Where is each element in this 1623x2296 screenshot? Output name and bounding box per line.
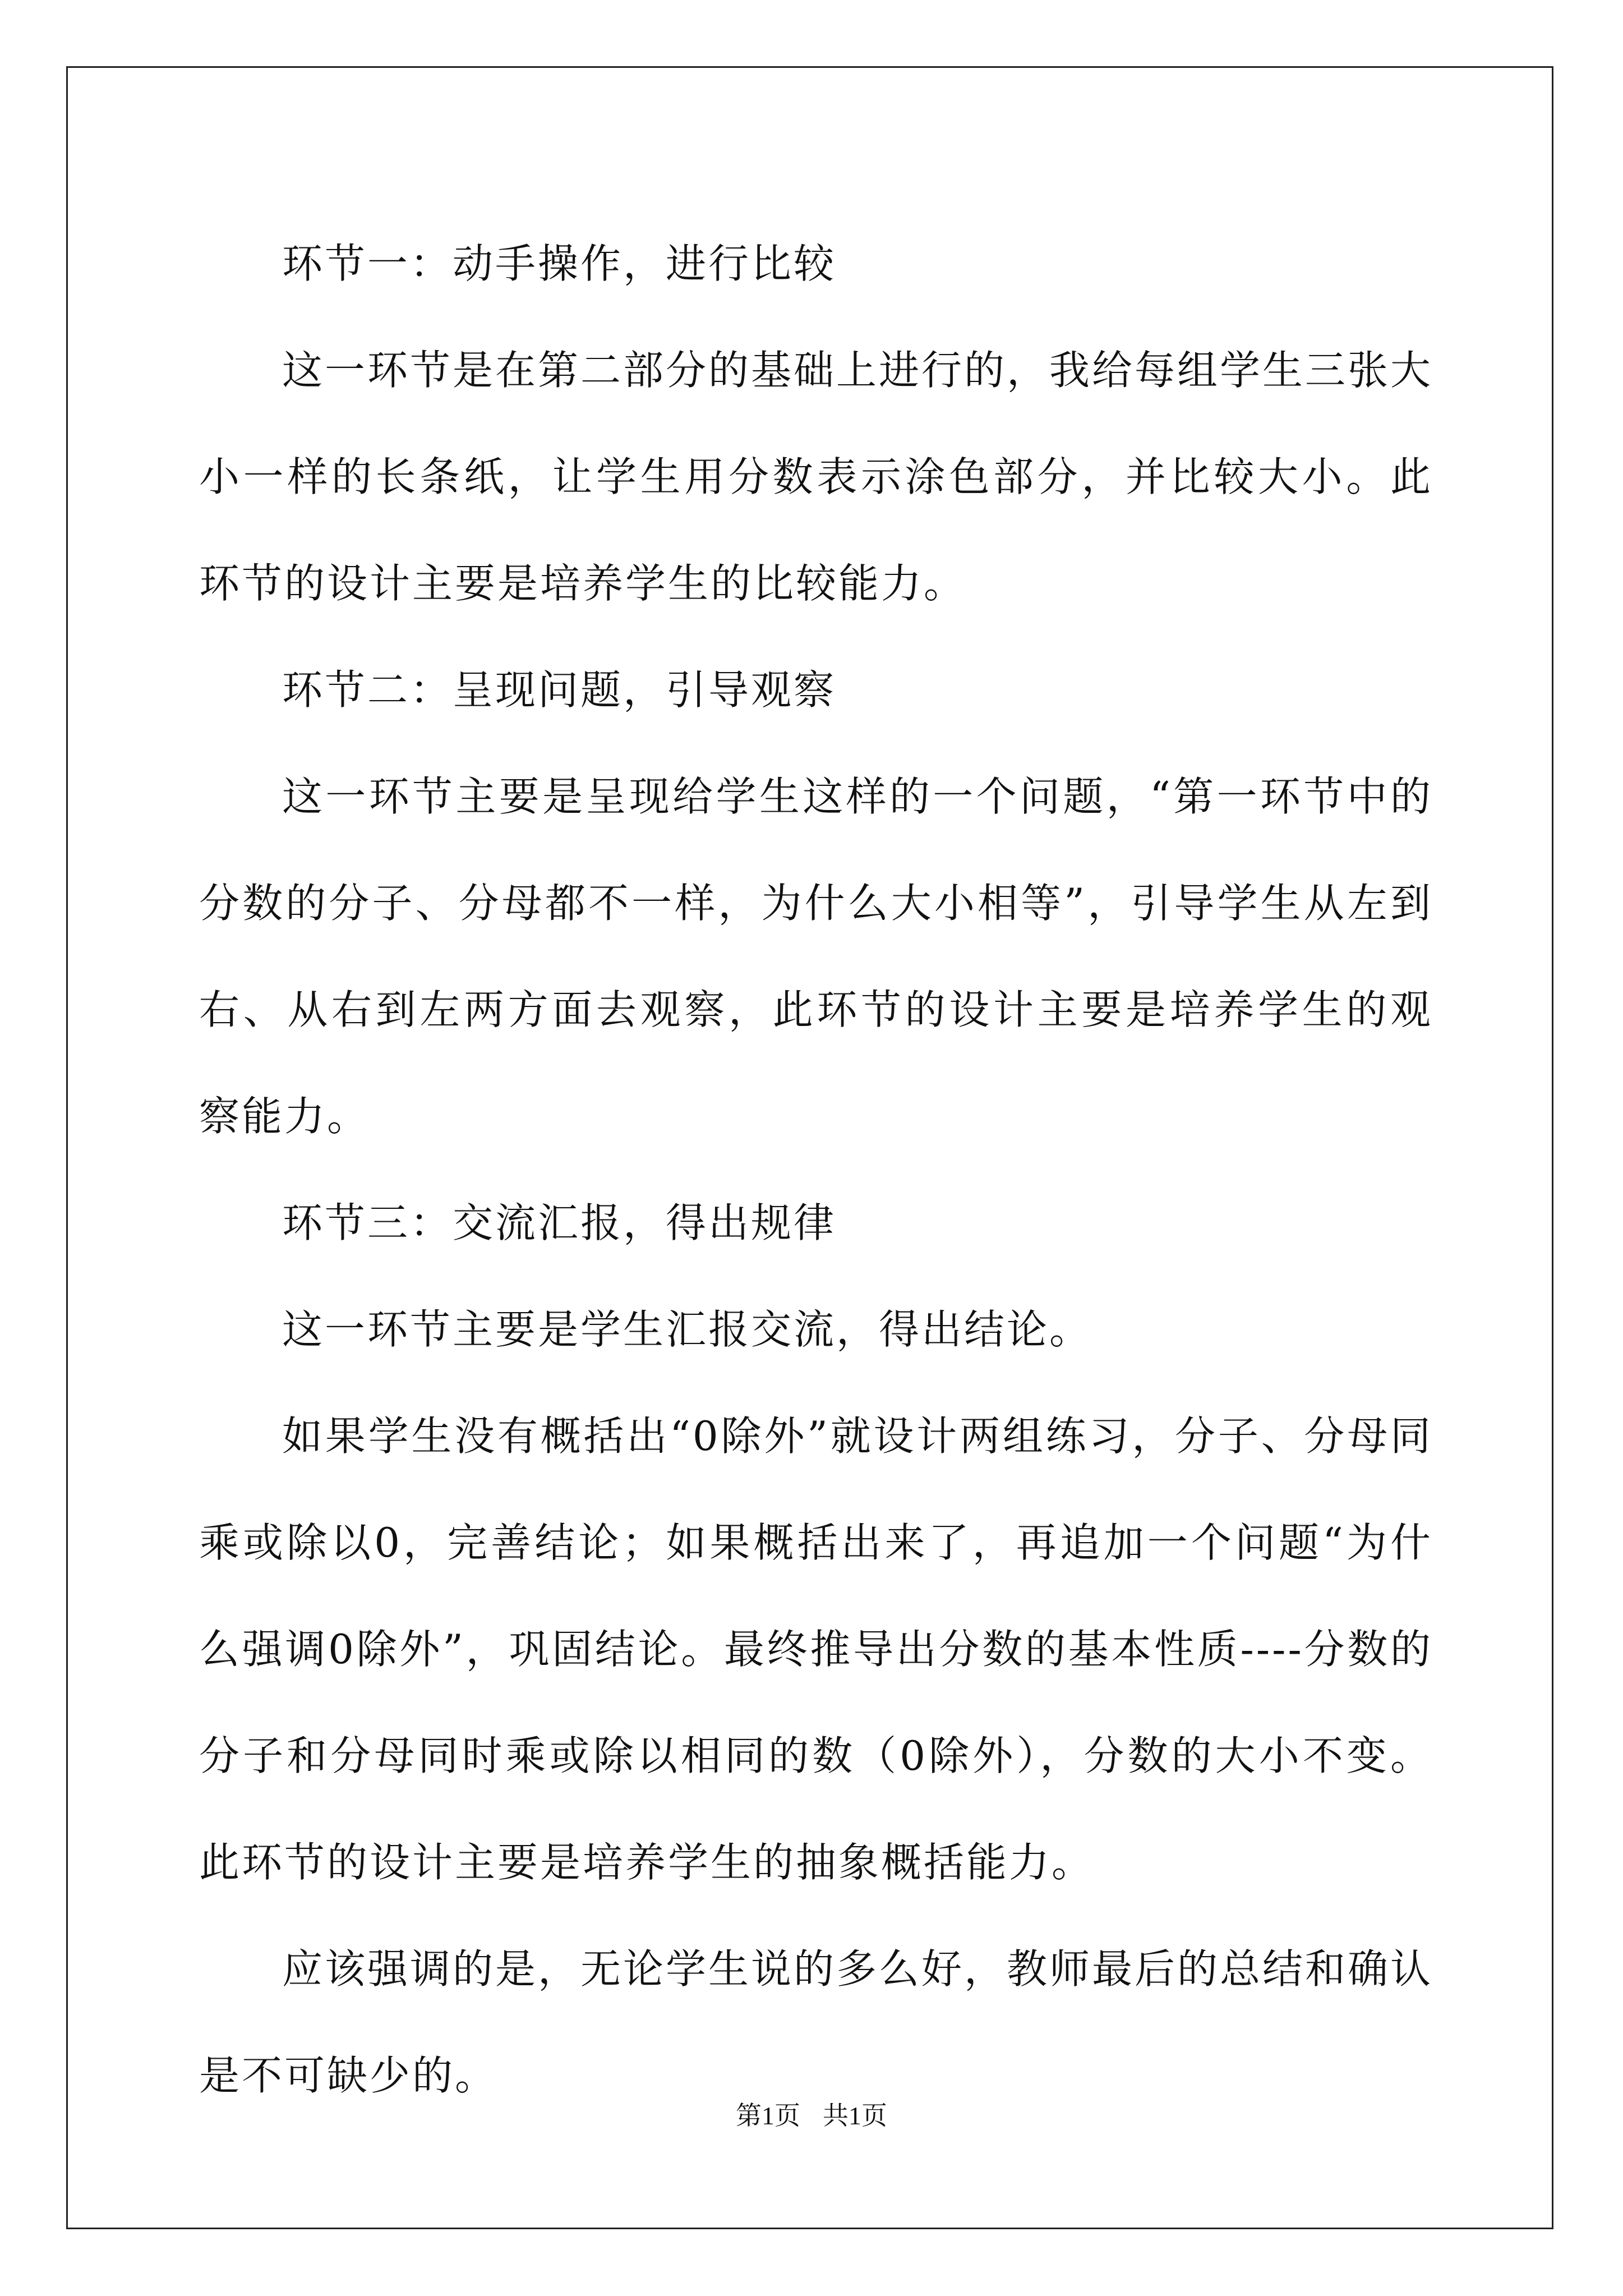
section-heading-2: 环节二：呈现问题，引导观察 — [282, 666, 837, 714]
document-body — [199, 210, 1433, 2129]
body-paragraph-4: 如果学生没有概括出“0除外”就设计两组练习，分子、分母同乘或除以0，完善结论；如果概括出来了，再追加一个问题“为什么强调0除外”，巩固结论。最终推导出分数的基本性质----分数的分子和分母同时乘或除以相同的数（0除外），分数的大小不变。此环节的设计主要是培养学生的抽象概括能力。 — [199, 1412, 1433, 1886]
body-paragraph-5: 应该强调的是，无论学生说的多么好，教师最后的总结和确认是不可缺少的。 — [199, 1945, 1433, 2099]
body-paragraph-2: 这一环节主要是呈现给学生这样的一个问题，“第一环节中的分数的分子、分母都不一样，为什么大小相等”，引导学生从左到右、从右到左两方面去观察，此环节的设计主要是培养学生的观察能力。 — [199, 773, 1433, 1140]
page-number-total: 共1页 — [823, 2101, 887, 2130]
page-footer — [0, 2095, 1623, 2132]
section-heading-1: 环节一：动手操作，进行比较 — [282, 240, 837, 287]
page-number-current: 第1页 — [736, 2101, 800, 2130]
section-heading-3: 环节三：交流汇报，得出规律 — [282, 1199, 837, 1246]
body-paragraph-3: 这一环节主要是学生汇报交流，得出结论。 — [282, 1306, 1092, 1353]
body-paragraph-1: 这一环节是在第二部分的基础上进行的，我给每组学生三张大小一样的长条纸，让学生用分数表示涂色部分，并比较大小。此环节的设计主要是培养学生的比较能力。 — [199, 347, 1433, 607]
